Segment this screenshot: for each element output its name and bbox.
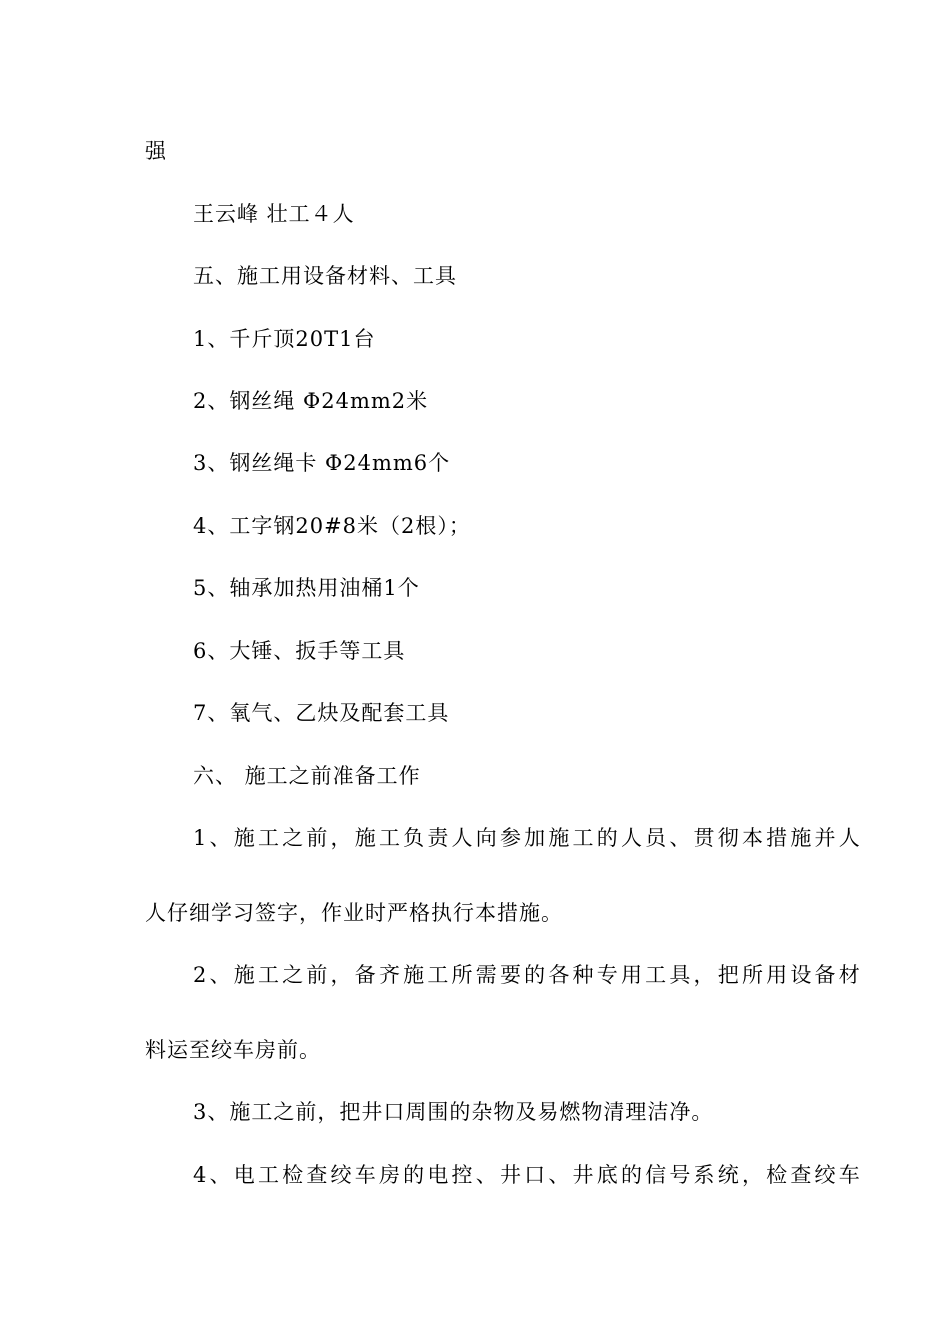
list-item-oil-drum: 5、轴承加热用油桶1个 bbox=[193, 576, 420, 600]
list-item-i-beam: 4、工字钢20#8米（2根）； bbox=[193, 514, 471, 538]
paragraph-3: 3、施工之前，把井口周围的杂物及易燃物清理洁净。 bbox=[193, 1100, 714, 1124]
paragraph-1-line-2: 人仔细学习签字，作业时严格执行本措施。 bbox=[145, 901, 563, 925]
list-item-rope-clip: 3、钢丝绳卡 Φ24mm6个 bbox=[193, 451, 451, 475]
list-item-jack: 1、千斤顶20T1台 bbox=[193, 327, 376, 351]
paragraph-2-line-1: 2、施工之前，备齐施工所需要的各种专用工具，把所用设备材 bbox=[193, 963, 863, 987]
paragraph-4-line-1: 4、电工检查绞车房的电控、井口、井底的信号系统，检查绞车 bbox=[193, 1163, 863, 1187]
text-line-continuation: 强 bbox=[145, 139, 167, 163]
text-line-personnel: 王云峰 壮工４人 bbox=[193, 202, 355, 226]
paragraph-2-line-2: 料运至绞车房前。 bbox=[145, 1038, 321, 1062]
section-heading-preparation: 六、 施工之前准备工作 bbox=[193, 764, 421, 788]
list-item-wire-rope: 2、钢丝绳 Φ24mm2米 bbox=[193, 389, 429, 413]
section-heading-equipment: 五、施工用设备材料、工具 bbox=[193, 264, 457, 288]
paragraph-1-line-1: 1、施工之前，施工负责人向参加施工的人员、贯彻本措施并人 bbox=[193, 826, 863, 850]
list-item-hammer-wrench: 6、大锤、扳手等工具 bbox=[193, 639, 406, 663]
list-item-oxygen-acetylene: 7、氧气、乙炔及配套工具 bbox=[193, 701, 450, 725]
